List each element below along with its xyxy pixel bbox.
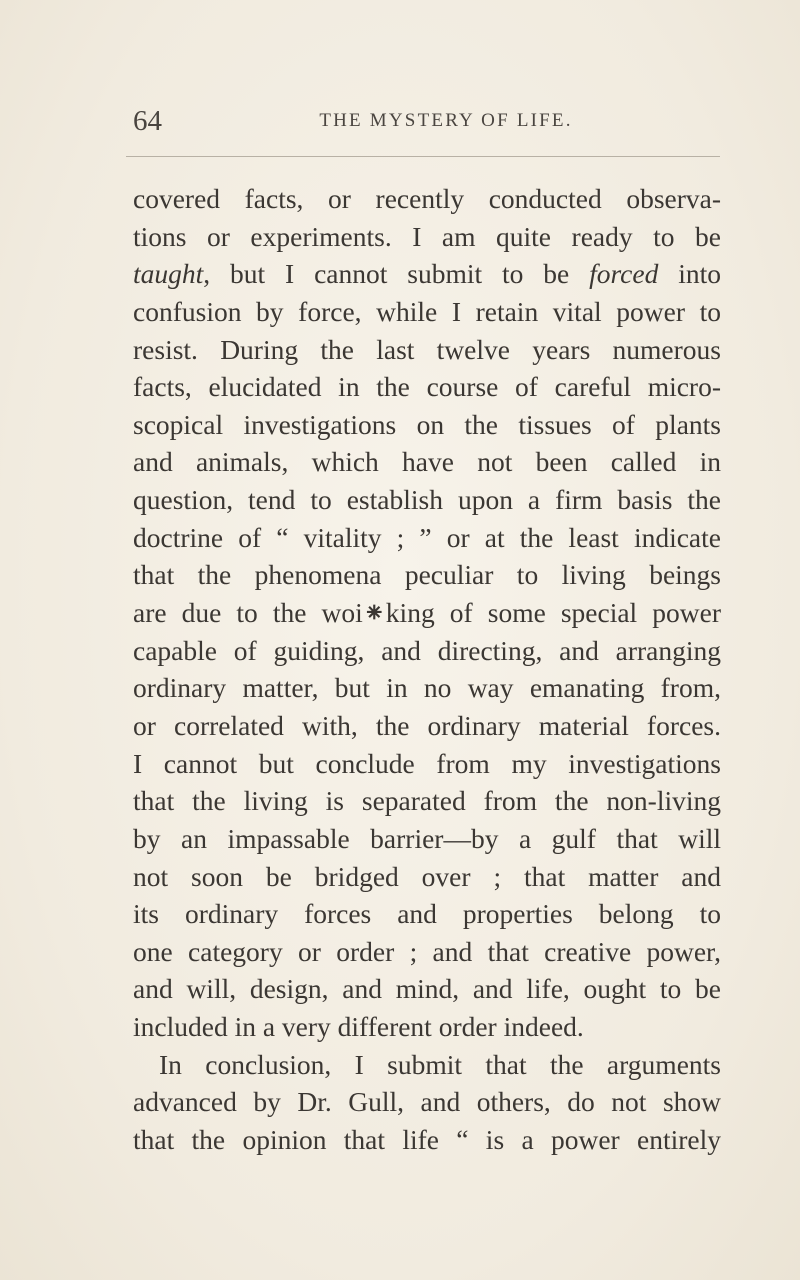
- text-line: [133, 1046, 721, 1084]
- text-line: question, tend to establish upon a firm basis the: [133, 484, 721, 516]
- text-fragment: into: [658, 258, 721, 290]
- text-line: included in a very different order indeed.: [133, 1011, 584, 1043]
- text-line: facts, elucidated in the course of careful micro-: [133, 371, 721, 403]
- text-line: I cannot but conclude from my investigations: [133, 747, 721, 779]
- text-line: doctrine of “ vitality ; ” or at the least indicate: [133, 521, 721, 553]
- text-line: scopical investigations on the tissues of plants: [133, 408, 721, 440]
- body-text: [133, 180, 721, 1159]
- text-line: that the living is separated from the non-living: [133, 785, 721, 817]
- text-line: by an impassable barrier—by a gulf that will: [133, 822, 721, 854]
- text-line: and animals, which have not been called in: [133, 446, 721, 478]
- text-line: tions or experiments. I am quite ready to be: [133, 220, 721, 252]
- page-number: 64: [133, 105, 162, 137]
- running-title: THE MYSTERY OF LIFE.: [319, 110, 573, 131]
- text-fragment: In conclusion, I submit that the arguments: [159, 1048, 721, 1080]
- text-line: or correlated with, the ordinary material forces.: [133, 709, 721, 741]
- text-line: confusion by force, while I retain vital power to: [133, 295, 721, 327]
- text-line: are due to the woi⁕king of some special power: [133, 597, 721, 629]
- text-line: ordinary matter, but in no way emanating from,: [133, 672, 721, 704]
- running-head: [133, 103, 719, 139]
- header-rule: [126, 156, 720, 157]
- italic-word: taught: [133, 258, 204, 290]
- text-line: that the opinion that life “ is a power entirely: [133, 1124, 721, 1156]
- text-line: capable of guiding, and directing, and arranging: [133, 634, 721, 666]
- text-fragment: but I cannot submit to be: [210, 258, 590, 290]
- text-line: its ordinary forces and properties belong to: [133, 898, 721, 930]
- text-line: advanced by Dr. Gull, and others, do not show: [133, 1086, 721, 1118]
- italic-word: forced: [589, 258, 659, 290]
- text-line: resist. During the last twelve years numerous: [133, 333, 721, 365]
- text-line: one category or order ; and that creative power,: [133, 935, 721, 967]
- text-line: [133, 255, 721, 293]
- text-line: covered facts, or recently conducted observa-: [133, 183, 721, 214]
- text-line: not soon be bridged over ; that matter and: [133, 860, 721, 892]
- text-line: that the phenomena peculiar to living beings: [133, 559, 721, 591]
- text-fragment: ,: [203, 258, 211, 290]
- text-line: and will, design, and mind, and life, ought to be: [133, 973, 721, 1005]
